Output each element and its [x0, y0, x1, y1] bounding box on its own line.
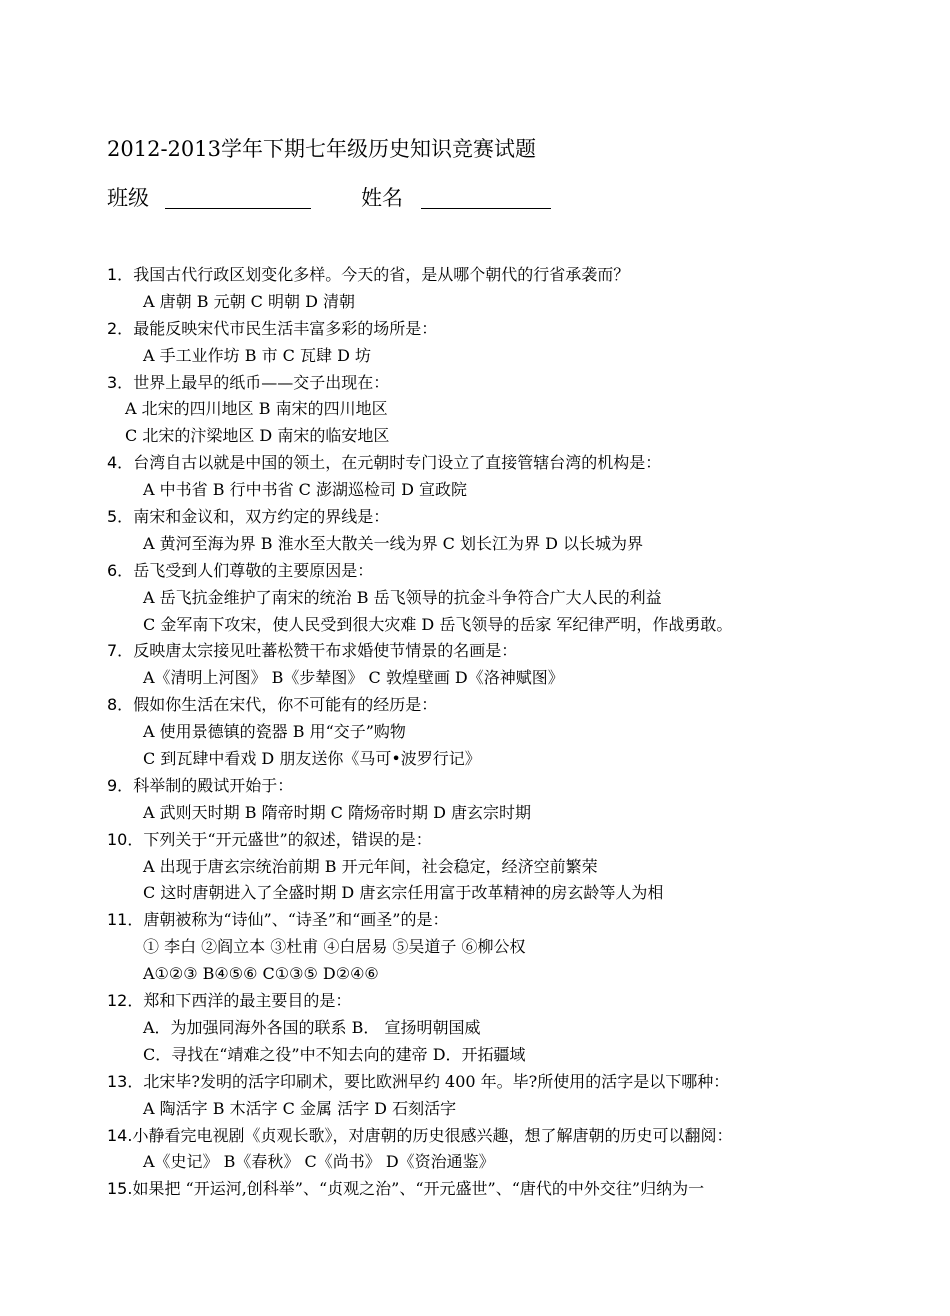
- option-text: A①②③ B④⑤⑥ C①③⑤ D②④⑥: [143, 964, 379, 984]
- question-number: 5．: [107, 507, 134, 527]
- question-text: 唐朝被称为“诗仙”、“诗圣”和“画圣”的是：: [143, 910, 449, 930]
- option-line: [107, 396, 927, 423]
- option-line: [107, 531, 927, 558]
- option-line: [107, 880, 927, 907]
- question-text: 台湾自古以就是中国的领土，在元朝时专门设立了直接管辖台湾的机构是：: [133, 453, 662, 473]
- option-text: C 这时唐朝进入了全盛时期 D 唐玄宗任用富于改革精神的房玄龄等人为相: [143, 883, 664, 903]
- question-text: 我国古代行政区划变化多样。今天的省，是从哪个朝代的行省承袭而？: [133, 265, 630, 284]
- option-text: A 黄河至海为界 B 淮水至大散关一线为界 C 划长江为界 D 以长城为界: [143, 533, 643, 553]
- question-text: 郑和下西洋的最主要目的是：: [143, 991, 352, 1011]
- question-line: [107, 638, 927, 665]
- question-number: 7．: [107, 641, 134, 661]
- question-text: 反映唐太宗接见吐蕃松赞干布求婚使节情景的名画是：: [133, 641, 518, 661]
- option-text: A 岳飞抗金维护了南宋的统治 B 岳飞领导的抗金斗争符合广大人民的利益: [143, 587, 662, 607]
- question-number: 8．: [107, 695, 134, 715]
- option-text: C．寻找在“靖难之役”中不知去向的建帝 D．开拓疆域: [143, 1044, 526, 1064]
- question-number: 4．: [107, 453, 134, 473]
- option-line: [107, 477, 927, 504]
- question-text: 世界上最早的纸币——交子出现在：: [133, 372, 390, 392]
- option-line: [107, 1015, 927, 1042]
- option-text: C 金军南下攻宋，使人民受到很大灾难 D 岳飞领导的岳家 军纪律严明，作战勇敢。: [143, 614, 733, 634]
- option-line: [107, 800, 927, 827]
- option-line: [107, 585, 927, 612]
- question-line: [107, 692, 927, 719]
- question-number: 3．: [107, 372, 134, 392]
- question-number: 6．: [107, 560, 134, 580]
- option-text: A 陶活字 B 木活字 C 金属 活字 D 石刻活字: [143, 1098, 457, 1118]
- question-line: [107, 262, 927, 289]
- option-text: A 手工业作坊 B 市 C 瓦肆 D 坊: [143, 345, 371, 365]
- option-line: [107, 961, 927, 988]
- question-line: [107, 988, 927, 1015]
- question-line: [107, 450, 927, 477]
- option-line: [107, 289, 927, 316]
- question-text: 南宋和金议和，双方约定的界线是：: [133, 507, 390, 527]
- question-number: 2．: [107, 318, 134, 338]
- option-line: [107, 854, 927, 881]
- name-blank-line: [421, 208, 551, 209]
- question-number: 13．: [107, 1071, 144, 1091]
- question-line: [107, 1123, 927, 1150]
- question-text: 北宋毕?发明的活字印刷术，要比欧洲早约 400 年。毕?所使用的活字是以下哪种：: [143, 1071, 730, 1091]
- question-line: [107, 558, 927, 585]
- option-text: A 北宋的四川地区 B 南宋的四川地区: [125, 399, 388, 419]
- question-text: 假如你生活在宋代，你不可能有的经历是：: [133, 695, 438, 715]
- option-line: [107, 1149, 927, 1176]
- option-text: ① 李白 ②阎立本 ③杜甫 ④白居易 ⑤吴道子 ⑥柳公权: [143, 937, 526, 957]
- option-text: A．为加强同海外各国的联系 B． 宣扬明朝国威: [143, 1017, 481, 1037]
- class-label: 班级: [107, 186, 149, 210]
- question-text: 最能反映宋代市民生活丰富多彩的场所是：: [133, 318, 438, 338]
- option-text: A 使用景德镇的瓷器 B 用“交子”购物: [143, 722, 406, 742]
- question-text: 岳飞受到人们尊敬的主要原因是：: [133, 560, 374, 580]
- option-line: [107, 423, 927, 450]
- option-line: [107, 746, 927, 773]
- question-line: [107, 316, 927, 343]
- question-number: 1．: [107, 265, 134, 284]
- option-line: [107, 612, 927, 639]
- option-line: [107, 343, 927, 370]
- question-text: 如果把 “开运河,创科举”、“贞观之治”、“开元盛世”、“唐代的中外交往”归纳为一: [132, 1179, 705, 1199]
- exam-title: 2012-2013学年下期七年级历史知识竞赛试题: [107, 137, 536, 161]
- option-text: C 北宋的汴梁地区 D 南宋的临安地区: [125, 426, 390, 446]
- option-text: C 到瓦肆中看戏 D 朋友送你《马可•波罗行记》: [143, 749, 481, 769]
- option-text: A《史记》 B《春秋》 C《尚书》 D《资治通鉴》: [143, 1152, 495, 1172]
- question-text: 科举制的殿试开始于：: [133, 775, 294, 795]
- option-line: [107, 934, 927, 961]
- option-text: A 中书省 B 行中书省 C 澎湖巡检司 D 宣政院: [143, 480, 467, 500]
- option-text: A 武则天时期 B 隋帝时期 C 隋炀帝时期 D 唐玄宗时期: [143, 802, 531, 822]
- question-line: [107, 773, 927, 800]
- question-list: [107, 262, 927, 1203]
- name-label: 姓名: [361, 186, 403, 210]
- question-line: [107, 1176, 927, 1203]
- class-blank-line: [165, 208, 311, 209]
- question-text: 下列关于“开元盛世”的叙述，错误的是：: [143, 829, 432, 849]
- option-line: [107, 1042, 927, 1069]
- question-line: [107, 504, 927, 531]
- question-number: 10．: [107, 829, 144, 849]
- question-text: 小静看完电视剧《贞观长歌》，对唐朝的历史很感兴趣，想了解唐朝的历史可以翻阅：: [132, 1125, 733, 1145]
- question-number: 11．: [107, 910, 144, 930]
- option-text: A 唐朝 B 元朝 C 明朝 D 清朝: [143, 291, 355, 311]
- question-line: [107, 907, 927, 934]
- option-line: [107, 719, 927, 746]
- question-number: 9．: [107, 775, 134, 795]
- option-text: A《清明上河图》 B《步辇图》 C 敦煌壁画 D《洛神赋图》: [143, 668, 564, 688]
- question-line: [107, 370, 927, 397]
- question-number: 14.: [107, 1125, 133, 1145]
- question-number: 15.: [107, 1179, 133, 1199]
- question-line: [107, 1069, 927, 1096]
- question-line: [107, 827, 927, 854]
- option-text: A 出现于唐玄宗统治前期 B 开元年间，社会稳定，经济空前繁荣: [143, 856, 598, 876]
- option-line: [107, 665, 927, 692]
- option-line: [107, 1096, 927, 1123]
- question-number: 12．: [107, 991, 144, 1011]
